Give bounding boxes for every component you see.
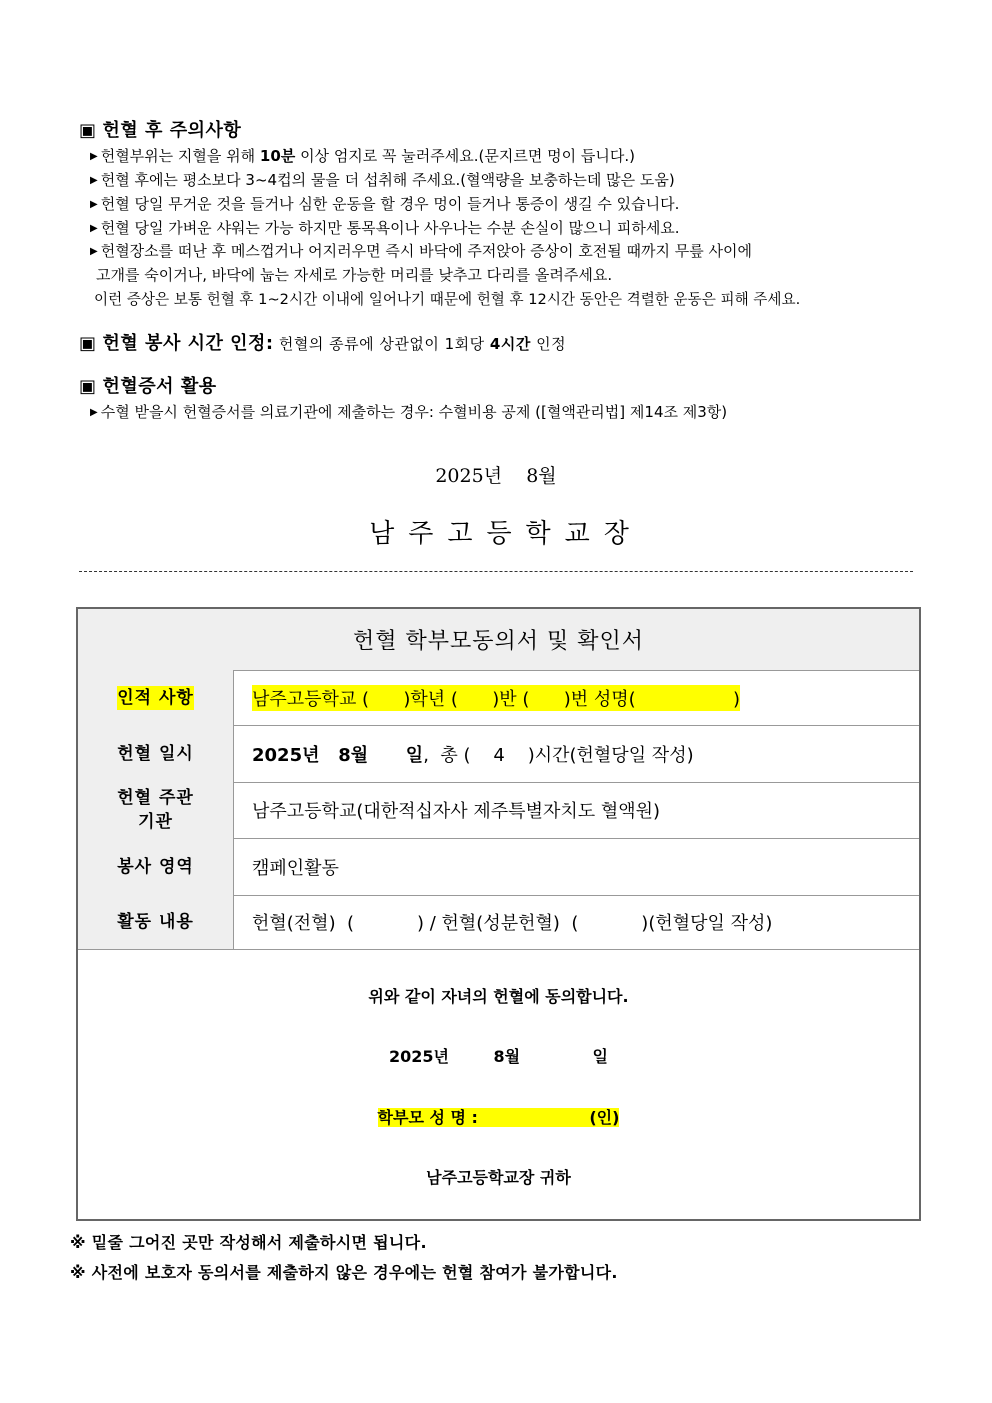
list-item: ▶ 헌혈 당일 가벼운 샤워는 가능 하지만 통목욕이나 사우나는 수분 손실이 많으니 피하세요.	[90, 219, 680, 237]
square-bullet-icon: ▣	[79, 376, 97, 397]
document-date: 2025년 8월	[435, 465, 557, 487]
label-service-area: 봉사 영역	[78, 838, 234, 895]
list-item-continuation: 고개를 숙이거나, 바닥에 눕는 자세로 가능한 머리를 낮추고 다리를 올려주세요.	[96, 266, 613, 284]
square-bullet-icon: ▣	[79, 333, 97, 354]
row-personal-info	[78, 670, 919, 726]
list-item: ▶ 헌혈장소를 떠난 후 메스껍거나 어지러우면 즉시 바닥에 주저앉아 증상이 호전될 때까지 무릎 사이에	[90, 242, 753, 260]
consent-statement: 위와 같이 자녀의 헌혈에 동의합니다.	[368, 987, 629, 1006]
principal-title: 남주고등학교장	[369, 519, 643, 549]
signature-blank[interactable]	[478, 1108, 589, 1127]
parent-signature[interactable]: 학부모 성 명 : (인)	[377, 1108, 620, 1127]
list-item: ▶ 헌혈 당일 무거운 것을 들거나 심한 운동을 할 경우 멍이 들거나 통증이 생길 수 있습니다.	[90, 195, 680, 213]
arrow-right-icon: ▶	[90, 175, 98, 186]
arrow-right-icon: ▶	[90, 199, 98, 210]
row-service-area	[78, 838, 919, 896]
organizer-value: 남주고등학교(대한적십자사 제주특별자치도 혈액원)	[252, 801, 661, 822]
addressee: 남주고등학교장 귀하	[426, 1168, 571, 1187]
donation-date-field[interactable]: 2025년 8월 일 , 총 ( 4 )시간(헌혈당일 작성)	[252, 744, 694, 766]
personal-info-field[interactable]: 남주고등학교 ( )학년 ( )반 ( )번 성명( )	[252, 670, 740, 725]
arrow-right-icon: ▶	[90, 246, 98, 257]
label-activity: 활동 내용	[78, 895, 234, 949]
list-item: ▶ 헌혈부위는 지혈을 위해 10분 이상 엄지로 꼭 눌러주세요.(문지르면 멍이 듭니다.)	[90, 147, 635, 165]
form-title: 헌혈 학부모동의서 및 확인서	[78, 609, 919, 671]
row-donation-date	[78, 725, 919, 783]
list-item-continuation: 이런 증상은 보통 헌혈 후 1~2시간 이내에 일어나기 때문에 헌혈 후 12시간 동안은 격렬한 운동은 피해 주세요.	[94, 291, 801, 308]
cut-line	[79, 571, 913, 572]
label-organizer: 헌혈 주관 기관	[78, 782, 234, 838]
activity-field[interactable]: 헌혈(전혈) ( ) / 헌혈(성분헌혈) ( )(헌혈당일 작성)	[252, 913, 773, 934]
note-consent-required: ※ 사전에 보호자 동의서를 제출하지 않은 경우에는 헌혈 참여가 불가합니다.	[70, 1263, 618, 1282]
section-title-volunteer-hours: ▣ 헌혈 봉사 시간 인정: 헌혈의 종류에 상관없이 1회당 4시간 인정	[79, 333, 567, 354]
square-bullet-icon: ▣	[79, 120, 97, 141]
label-personal-info: 인적 사항	[78, 670, 234, 725]
note-underline: ※ 밑줄 그어진 곳만 작성해서 제출하시면 됩니다.	[70, 1233, 427, 1252]
label-donation-date: 헌혈 일시	[78, 725, 234, 782]
list-item: ▶ 수혈 받을시 헌혈증서를 의료기관에 제출하는 경우: 수혈비용 공제 ([혈액관리법] 제14조 제3항)	[90, 403, 728, 421]
consent-date[interactable]: 2025년 8월 일	[388, 1047, 608, 1066]
arrow-right-icon: ▶	[90, 151, 98, 162]
service-area-value: 캠페인활동	[252, 857, 339, 879]
row-activity	[78, 895, 919, 950]
row-organizer	[78, 782, 919, 839]
consent-form	[76, 607, 921, 1221]
section-title-certificate: ▣ 헌혈증서 활용	[79, 376, 217, 397]
list-item: ▶ 헌혈 후에는 평소보다 3~4컵의 물을 더 섭취해 주세요.(혈액량을 보충하는데 많은 도움)	[90, 171, 675, 189]
arrow-right-icon: ▶	[90, 407, 98, 418]
section-title-aftercare: ▣ 헌혈 후 주의사항	[79, 120, 242, 141]
arrow-right-icon: ▶	[90, 223, 98, 234]
